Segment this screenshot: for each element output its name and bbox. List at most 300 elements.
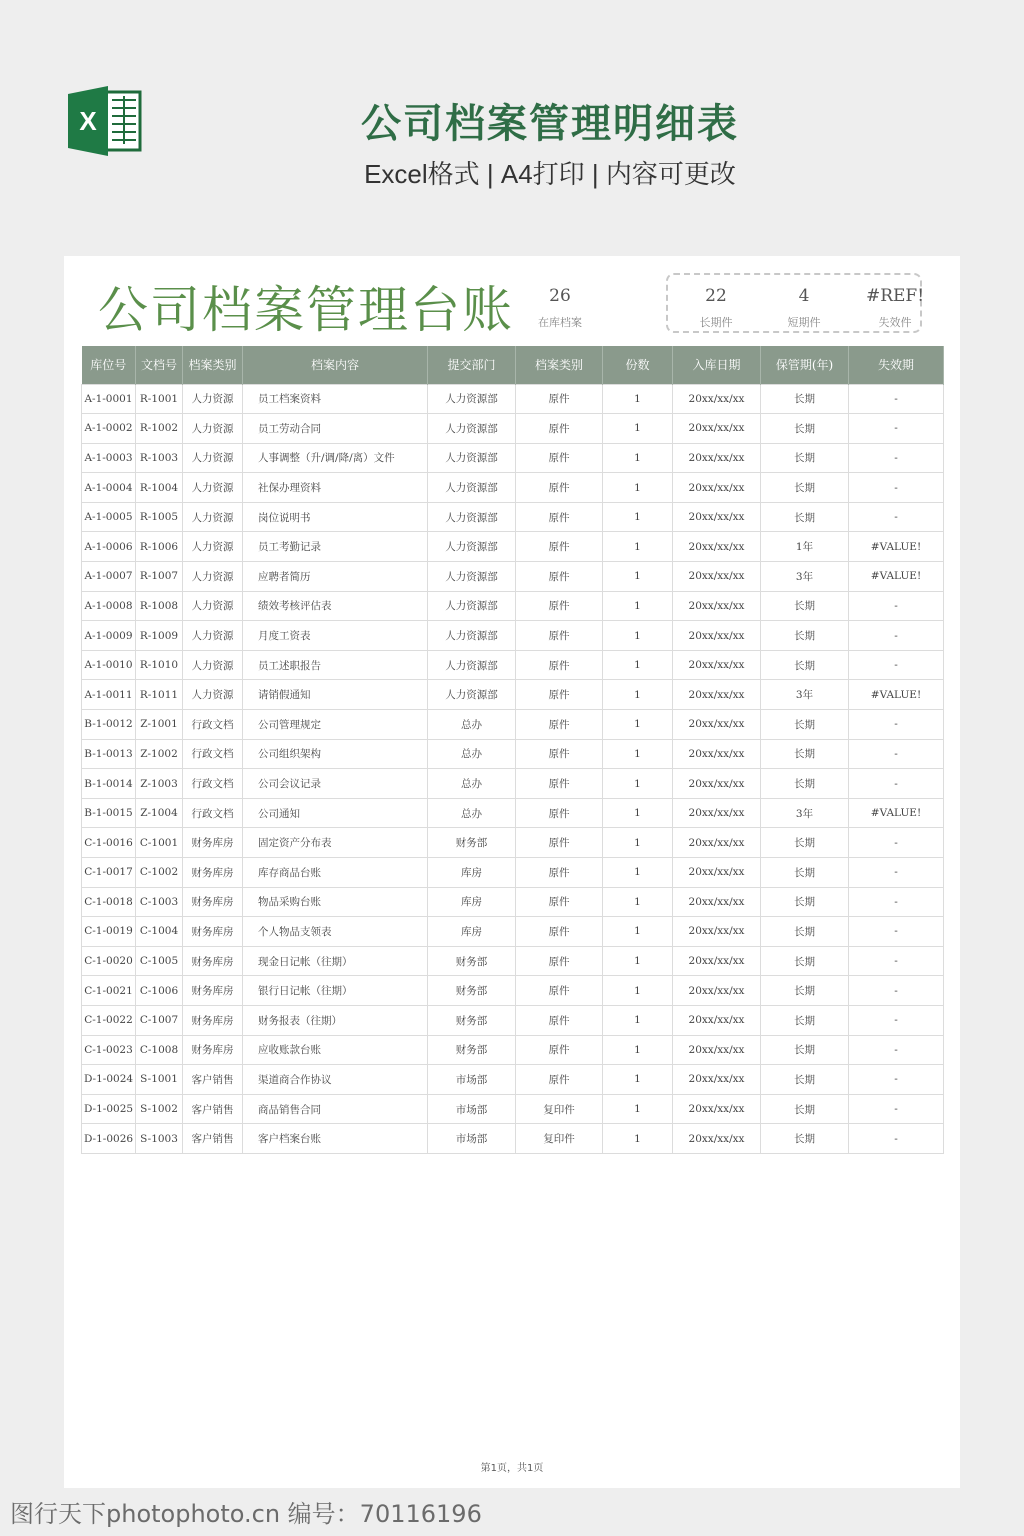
table-row[interactable]	[82, 443, 944, 473]
retention-cell[interactable]: 长期	[761, 1035, 849, 1065]
retention-cell[interactable]: 长期	[761, 1094, 849, 1124]
table-row[interactable]	[82, 1065, 944, 1095]
doc-number-cell[interactable]: R-1001	[136, 384, 183, 414]
file-type-cell[interactable]: 原件	[516, 562, 603, 592]
column-header[interactable]: 提交部门	[428, 346, 516, 384]
location-cell[interactable]: D-1-0025	[82, 1094, 136, 1124]
file-type-cell[interactable]: 原件	[516, 739, 603, 769]
doc-number-cell[interactable]: C-1008	[136, 1035, 183, 1065]
doc-number-cell[interactable]: Z-1002	[136, 739, 183, 769]
doc-number-cell[interactable]: C-1004	[136, 917, 183, 947]
file-type-cell[interactable]: 原件	[516, 414, 603, 444]
table-row[interactable]	[82, 917, 944, 947]
department-cell[interactable]: 总办	[428, 739, 516, 769]
location-cell[interactable]: A-1-0007	[82, 562, 136, 592]
file-type-cell[interactable]: 原件	[516, 502, 603, 532]
retention-cell[interactable]: 长期	[761, 502, 849, 532]
copies-cell[interactable]: 1	[603, 917, 673, 947]
category-cell[interactable]: 人力资源	[183, 532, 243, 562]
expiry-cell[interactable]: -	[849, 650, 944, 680]
copies-cell[interactable]: 1	[603, 473, 673, 503]
doc-number-cell[interactable]: S-1001	[136, 1065, 183, 1095]
copies-cell[interactable]: 1	[603, 591, 673, 621]
category-cell[interactable]: 客户销售	[183, 1124, 243, 1154]
content-cell[interactable]: 社保办理资料	[243, 473, 428, 503]
doc-number-cell[interactable]: R-1011	[136, 680, 183, 710]
category-cell[interactable]: 财务库房	[183, 976, 243, 1006]
retention-cell[interactable]: 长期	[761, 443, 849, 473]
department-cell[interactable]: 财务部	[428, 1005, 516, 1035]
content-cell[interactable]: 财务报表（往期）	[243, 1005, 428, 1035]
stat-long-term	[676, 286, 756, 330]
content-cell[interactable]: 员工档案资料	[243, 384, 428, 414]
file-type-cell[interactable]: 原件	[516, 976, 603, 1006]
department-cell[interactable]: 人力资源部	[428, 562, 516, 592]
table-row[interactable]	[82, 976, 944, 1006]
copies-cell[interactable]: 1	[603, 621, 673, 651]
department-cell[interactable]: 库房	[428, 858, 516, 888]
file-type-cell[interactable]: 复印件	[516, 1124, 603, 1154]
expiry-cell[interactable]: -	[849, 1124, 944, 1154]
copies-cell[interactable]: 1	[603, 1035, 673, 1065]
location-cell[interactable]: B-1-0012	[82, 710, 136, 740]
date-cell[interactable]: 20xx/xx/xx	[673, 1035, 761, 1065]
expiry-cell[interactable]: -	[849, 1094, 944, 1124]
department-cell[interactable]: 财务部	[428, 946, 516, 976]
file-type-cell[interactable]: 原件	[516, 828, 603, 858]
copies-cell[interactable]: 1	[603, 650, 673, 680]
content-cell[interactable]: 人事调整（升/调/降/离）文件	[243, 443, 428, 473]
date-cell[interactable]: 20xx/xx/xx	[673, 562, 761, 592]
copies-cell[interactable]: 1	[603, 887, 673, 917]
date-cell[interactable]: 20xx/xx/xx	[673, 946, 761, 976]
category-cell[interactable]: 财务库房	[183, 887, 243, 917]
copies-cell[interactable]: 1	[603, 739, 673, 769]
file-type-cell[interactable]: 原件	[516, 532, 603, 562]
retention-cell[interactable]: 长期	[761, 591, 849, 621]
file-type-cell[interactable]: 原件	[516, 621, 603, 651]
retention-cell[interactable]: 长期	[761, 473, 849, 503]
date-cell[interactable]: 20xx/xx/xx	[673, 680, 761, 710]
column-header[interactable]: 保管期(年)	[761, 346, 849, 384]
retention-cell[interactable]: 长期	[761, 946, 849, 976]
content-cell[interactable]: 库存商品台账	[243, 858, 428, 888]
expiry-cell[interactable]: -	[849, 1065, 944, 1095]
category-cell[interactable]: 人力资源	[183, 414, 243, 444]
column-header[interactable]: 失效期	[849, 346, 944, 384]
retention-cell[interactable]: 长期	[761, 710, 849, 740]
department-cell[interactable]: 人力资源部	[428, 621, 516, 651]
table-row[interactable]	[82, 1124, 944, 1154]
column-header[interactable]: 档案类别	[183, 346, 243, 384]
column-header[interactable]: 库位号	[82, 346, 136, 384]
table-row[interactable]	[82, 680, 944, 710]
copies-cell[interactable]: 1	[603, 946, 673, 976]
doc-number-cell[interactable]: R-1010	[136, 650, 183, 680]
category-cell[interactable]: 人力资源	[183, 650, 243, 680]
file-type-cell[interactable]: 复印件	[516, 1094, 603, 1124]
expiry-cell[interactable]: -	[849, 710, 944, 740]
location-cell[interactable]: A-1-0010	[82, 650, 136, 680]
date-cell[interactable]: 20xx/xx/xx	[673, 1124, 761, 1154]
doc-number-cell[interactable]: R-1008	[136, 591, 183, 621]
department-cell[interactable]: 财务部	[428, 976, 516, 1006]
content-cell[interactable]: 商品销售合同	[243, 1094, 428, 1124]
retention-cell[interactable]: 长期	[761, 739, 849, 769]
retention-cell[interactable]: 长期	[761, 1065, 849, 1095]
table-row[interactable]	[82, 710, 944, 740]
copies-cell[interactable]: 1	[603, 680, 673, 710]
retention-cell[interactable]: 长期	[761, 1005, 849, 1035]
category-cell[interactable]: 人力资源	[183, 621, 243, 651]
column-header[interactable]: 入库日期	[673, 346, 761, 384]
department-cell[interactable]: 财务部	[428, 1035, 516, 1065]
content-cell[interactable]: 应聘者简历	[243, 562, 428, 592]
department-cell[interactable]: 人力资源部	[428, 414, 516, 444]
location-cell[interactable]: B-1-0015	[82, 798, 136, 828]
category-cell[interactable]: 人力资源	[183, 680, 243, 710]
content-cell[interactable]: 员工考勤记录	[243, 532, 428, 562]
content-cell[interactable]: 岗位说明书	[243, 502, 428, 532]
copies-cell[interactable]: 1	[603, 384, 673, 414]
department-cell[interactable]: 库房	[428, 887, 516, 917]
category-cell[interactable]: 行政文档	[183, 710, 243, 740]
date-cell[interactable]: 20xx/xx/xx	[673, 1094, 761, 1124]
table-row[interactable]	[82, 739, 944, 769]
doc-number-cell[interactable]: C-1003	[136, 887, 183, 917]
location-cell[interactable]: D-1-0026	[82, 1124, 136, 1154]
location-cell[interactable]: A-1-0006	[82, 532, 136, 562]
department-cell[interactable]: 财务部	[428, 828, 516, 858]
date-cell[interactable]: 20xx/xx/xx	[673, 591, 761, 621]
content-cell[interactable]: 银行日记帐（往期）	[243, 976, 428, 1006]
expiry-cell[interactable]: -	[849, 976, 944, 1006]
copies-cell[interactable]: 1	[603, 858, 673, 888]
copies-cell[interactable]: 1	[603, 769, 673, 799]
expiry-cell[interactable]: -	[849, 502, 944, 532]
content-cell[interactable]: 应收账款台账	[243, 1035, 428, 1065]
doc-number-cell[interactable]: Z-1001	[136, 710, 183, 740]
department-cell[interactable]: 总办	[428, 710, 516, 740]
doc-number-cell[interactable]: C-1001	[136, 828, 183, 858]
copies-cell[interactable]: 1	[603, 1005, 673, 1035]
table-row[interactable]	[82, 473, 944, 503]
retention-cell[interactable]: 长期	[761, 414, 849, 444]
doc-number-cell[interactable]: C-1002	[136, 858, 183, 888]
location-cell[interactable]: C-1-0021	[82, 976, 136, 1006]
table-row[interactable]	[82, 621, 944, 651]
table-row[interactable]	[82, 384, 944, 414]
date-cell[interactable]: 20xx/xx/xx	[673, 710, 761, 740]
table-row[interactable]	[82, 828, 944, 858]
content-cell[interactable]: 请销假通知	[243, 680, 428, 710]
file-type-cell[interactable]: 原件	[516, 680, 603, 710]
date-cell[interactable]: 20xx/xx/xx	[673, 858, 761, 888]
file-type-cell[interactable]: 原件	[516, 384, 603, 414]
copies-cell[interactable]: 1	[603, 798, 673, 828]
retention-cell[interactable]: 长期	[761, 917, 849, 947]
location-cell[interactable]: B-1-0014	[82, 769, 136, 799]
department-cell[interactable]: 库房	[428, 917, 516, 947]
category-cell[interactable]: 人力资源	[183, 502, 243, 532]
file-type-cell[interactable]: 原件	[516, 650, 603, 680]
retention-cell[interactable]: 长期	[761, 384, 849, 414]
date-cell[interactable]: 20xx/xx/xx	[673, 621, 761, 651]
retention-cell[interactable]: 3年	[761, 798, 849, 828]
file-type-cell[interactable]: 原件	[516, 1065, 603, 1095]
location-cell[interactable]: C-1-0023	[82, 1035, 136, 1065]
content-cell[interactable]: 月度工资表	[243, 621, 428, 651]
location-cell[interactable]: A-1-0011	[82, 680, 136, 710]
file-type-cell[interactable]: 原件	[516, 917, 603, 947]
doc-number-cell[interactable]: C-1007	[136, 1005, 183, 1035]
location-cell[interactable]: A-1-0004	[82, 473, 136, 503]
expiry-cell[interactable]: -	[849, 621, 944, 651]
content-cell[interactable]: 现金日记帐（往期）	[243, 946, 428, 976]
expiry-cell[interactable]: -	[849, 443, 944, 473]
date-cell[interactable]: 20xx/xx/xx	[673, 976, 761, 1006]
category-cell[interactable]: 行政文档	[183, 769, 243, 799]
file-type-cell[interactable]: 原件	[516, 887, 603, 917]
file-type-cell[interactable]: 原件	[516, 769, 603, 799]
location-cell[interactable]: C-1-0018	[82, 887, 136, 917]
date-cell[interactable]: 20xx/xx/xx	[673, 384, 761, 414]
content-cell[interactable]: 物品采购台账	[243, 887, 428, 917]
date-cell[interactable]: 20xx/xx/xx	[673, 1065, 761, 1095]
retention-cell[interactable]: 3年	[761, 562, 849, 592]
doc-number-cell[interactable]: R-1005	[136, 502, 183, 532]
category-cell[interactable]: 财务库房	[183, 858, 243, 888]
expiry-cell[interactable]: #VALUE!	[849, 680, 944, 710]
copies-cell[interactable]: 1	[603, 710, 673, 740]
retention-cell[interactable]: 长期	[761, 858, 849, 888]
department-cell[interactable]: 人力资源部	[428, 650, 516, 680]
doc-number-cell[interactable]: R-1009	[136, 621, 183, 651]
retention-cell[interactable]: 长期	[761, 976, 849, 1006]
date-cell[interactable]: 20xx/xx/xx	[673, 769, 761, 799]
table-row[interactable]	[82, 1035, 944, 1065]
expiry-cell[interactable]: -	[849, 1005, 944, 1035]
retention-cell[interactable]: 长期	[761, 650, 849, 680]
category-cell[interactable]: 人力资源	[183, 443, 243, 473]
stat-value: 22	[705, 286, 727, 306]
category-cell[interactable]: 财务库房	[183, 1005, 243, 1035]
table-row[interactable]	[82, 798, 944, 828]
department-cell[interactable]: 市场部	[428, 1065, 516, 1095]
category-cell[interactable]: 财务库房	[183, 917, 243, 947]
expiry-cell[interactable]: -	[849, 858, 944, 888]
location-cell[interactable]: A-1-0002	[82, 414, 136, 444]
location-cell[interactable]: A-1-0001	[82, 384, 136, 414]
table-row[interactable]	[82, 502, 944, 532]
location-cell[interactable]: A-1-0009	[82, 621, 136, 651]
date-cell[interactable]: 20xx/xx/xx	[673, 532, 761, 562]
location-cell[interactable]: A-1-0003	[82, 443, 136, 473]
category-cell[interactable]: 人力资源	[183, 384, 243, 414]
content-cell[interactable]: 公司组织架构	[243, 739, 428, 769]
date-cell[interactable]: 20xx/xx/xx	[673, 887, 761, 917]
date-cell[interactable]: 20xx/xx/xx	[673, 739, 761, 769]
expiry-cell[interactable]: -	[849, 917, 944, 947]
file-type-cell[interactable]: 原件	[516, 946, 603, 976]
date-cell[interactable]: 20xx/xx/xx	[673, 1005, 761, 1035]
department-cell[interactable]: 人力资源部	[428, 680, 516, 710]
expiry-cell[interactable]: #VALUE!	[849, 532, 944, 562]
content-cell[interactable]: 固定资产分布表	[243, 828, 428, 858]
expiry-cell[interactable]: -	[849, 739, 944, 769]
doc-number-cell[interactable]: Z-1004	[136, 798, 183, 828]
table-row[interactable]	[82, 887, 944, 917]
retention-cell[interactable]: 长期	[761, 621, 849, 651]
doc-number-cell[interactable]: Z-1003	[136, 769, 183, 799]
file-type-cell[interactable]: 原件	[516, 473, 603, 503]
copies-cell[interactable]: 1	[603, 828, 673, 858]
department-cell[interactable]: 人力资源部	[428, 591, 516, 621]
date-cell[interactable]: 20xx/xx/xx	[673, 650, 761, 680]
banner-title: 公司档案管理明细表	[361, 101, 739, 147]
copies-cell[interactable]: 1	[603, 414, 673, 444]
category-cell[interactable]: 财务库房	[183, 1035, 243, 1065]
retention-cell[interactable]: 3年	[761, 680, 849, 710]
expiry-cell[interactable]: -	[849, 591, 944, 621]
table-row[interactable]	[82, 562, 944, 592]
department-cell[interactable]: 人力资源部	[428, 502, 516, 532]
doc-number-cell[interactable]: R-1007	[136, 562, 183, 592]
copies-cell[interactable]: 1	[603, 1065, 673, 1095]
doc-number-cell[interactable]: C-1006	[136, 976, 183, 1006]
department-cell[interactable]: 市场部	[428, 1094, 516, 1124]
copies-cell[interactable]: 1	[603, 502, 673, 532]
file-type-cell[interactable]: 原件	[516, 591, 603, 621]
table-row[interactable]	[82, 591, 944, 621]
expiry-cell[interactable]: -	[849, 414, 944, 444]
expiry-cell[interactable]: -	[849, 887, 944, 917]
location-cell[interactable]: C-1-0022	[82, 1005, 136, 1035]
retention-cell[interactable]: 1年	[761, 532, 849, 562]
category-cell[interactable]: 人力资源	[183, 591, 243, 621]
date-cell[interactable]: 20xx/xx/xx	[673, 798, 761, 828]
file-type-cell[interactable]: 原件	[516, 1035, 603, 1065]
column-header[interactable]: 档案内容	[243, 346, 428, 384]
retention-cell[interactable]: 长期	[761, 828, 849, 858]
location-cell[interactable]: A-1-0008	[82, 591, 136, 621]
location-cell[interactable]: C-1-0016	[82, 828, 136, 858]
stat-short-term	[764, 286, 844, 330]
location-cell[interactable]: C-1-0019	[82, 917, 136, 947]
expiry-cell[interactable]: #VALUE!	[849, 562, 944, 592]
expiry-cell[interactable]: -	[849, 946, 944, 976]
date-cell[interactable]: 20xx/xx/xx	[673, 473, 761, 503]
copies-cell[interactable]: 1	[603, 976, 673, 1006]
retention-cell[interactable]: 长期	[761, 769, 849, 799]
table-row[interactable]	[82, 1094, 944, 1124]
category-cell[interactable]: 财务库房	[183, 946, 243, 976]
column-header[interactable]: 份数	[603, 346, 673, 384]
copies-cell[interactable]: 1	[603, 1124, 673, 1154]
content-cell[interactable]: 公司管理规定	[243, 710, 428, 740]
content-cell[interactable]: 公司会议记录	[243, 769, 428, 799]
location-cell[interactable]: C-1-0017	[82, 858, 136, 888]
category-cell[interactable]: 客户销售	[183, 1065, 243, 1095]
department-cell[interactable]: 人力资源部	[428, 532, 516, 562]
department-cell[interactable]: 人力资源部	[428, 473, 516, 503]
location-cell[interactable]: D-1-0024	[82, 1065, 136, 1095]
expiry-cell[interactable]: -	[849, 769, 944, 799]
date-cell[interactable]: 20xx/xx/xx	[673, 917, 761, 947]
copies-cell[interactable]: 1	[603, 443, 673, 473]
table-row[interactable]	[82, 1005, 944, 1035]
table-row[interactable]	[82, 532, 944, 562]
doc-number-cell[interactable]: S-1002	[136, 1094, 183, 1124]
expiry-cell[interactable]: #VALUE!	[849, 798, 944, 828]
date-cell[interactable]: 20xx/xx/xx	[673, 414, 761, 444]
category-cell[interactable]: 行政文档	[183, 739, 243, 769]
category-cell[interactable]: 人力资源	[183, 562, 243, 592]
content-cell[interactable]: 绩效考核评估表	[243, 591, 428, 621]
doc-number-cell[interactable]: S-1003	[136, 1124, 183, 1154]
table-row[interactable]	[82, 858, 944, 888]
content-cell[interactable]: 员工述职报告	[243, 650, 428, 680]
content-cell[interactable]: 客户档案台账	[243, 1124, 428, 1154]
column-header[interactable]: 档案类别	[516, 346, 603, 384]
column-header[interactable]: 文档号	[136, 346, 183, 384]
file-type-cell[interactable]: 原件	[516, 710, 603, 740]
content-cell[interactable]: 员工劳动合同	[243, 414, 428, 444]
doc-number-cell[interactable]: R-1006	[136, 532, 183, 562]
expiry-cell[interactable]: -	[849, 828, 944, 858]
department-cell[interactable]: 市场部	[428, 1124, 516, 1154]
file-type-cell[interactable]: 原件	[516, 858, 603, 888]
copies-cell[interactable]: 1	[603, 562, 673, 592]
category-cell[interactable]: 人力资源	[183, 473, 243, 503]
content-cell[interactable]: 渠道商合作协议	[243, 1065, 428, 1095]
retention-cell[interactable]: 长期	[761, 887, 849, 917]
department-cell[interactable]: 总办	[428, 769, 516, 799]
table-row[interactable]	[82, 414, 944, 444]
table-row[interactable]	[82, 769, 944, 799]
date-cell[interactable]: 20xx/xx/xx	[673, 828, 761, 858]
copies-cell[interactable]: 1	[603, 532, 673, 562]
doc-number-cell[interactable]: R-1002	[136, 414, 183, 444]
doc-number-cell[interactable]: R-1004	[136, 473, 183, 503]
category-cell[interactable]: 财务库房	[183, 828, 243, 858]
doc-number-cell[interactable]: C-1005	[136, 946, 183, 976]
doc-number-cell[interactable]: R-1003	[136, 443, 183, 473]
expiry-cell[interactable]: -	[849, 384, 944, 414]
content-cell[interactable]: 公司通知	[243, 798, 428, 828]
file-type-cell[interactable]: 原件	[516, 798, 603, 828]
date-cell[interactable]: 20xx/xx/xx	[673, 502, 761, 532]
location-cell[interactable]: C-1-0020	[82, 946, 136, 976]
table-row[interactable]	[82, 946, 944, 976]
expiry-cell[interactable]: -	[849, 473, 944, 503]
file-type-cell[interactable]: 原件	[516, 1005, 603, 1035]
copies-cell[interactable]: 1	[603, 1094, 673, 1124]
location-cell[interactable]: A-1-0005	[82, 502, 136, 532]
expiry-cell[interactable]: -	[849, 1035, 944, 1065]
category-cell[interactable]: 行政文档	[183, 798, 243, 828]
retention-cell[interactable]: 长期	[761, 1124, 849, 1154]
department-cell[interactable]: 总办	[428, 798, 516, 828]
location-cell[interactable]: B-1-0013	[82, 739, 136, 769]
category-cell[interactable]: 客户销售	[183, 1094, 243, 1124]
table-row[interactable]	[82, 650, 944, 680]
file-type-cell[interactable]: 原件	[516, 443, 603, 473]
department-cell[interactable]: 人力资源部	[428, 384, 516, 414]
content-cell[interactable]: 个人物品支领表	[243, 917, 428, 947]
department-cell[interactable]: 人力资源部	[428, 443, 516, 473]
date-cell[interactable]: 20xx/xx/xx	[673, 443, 761, 473]
